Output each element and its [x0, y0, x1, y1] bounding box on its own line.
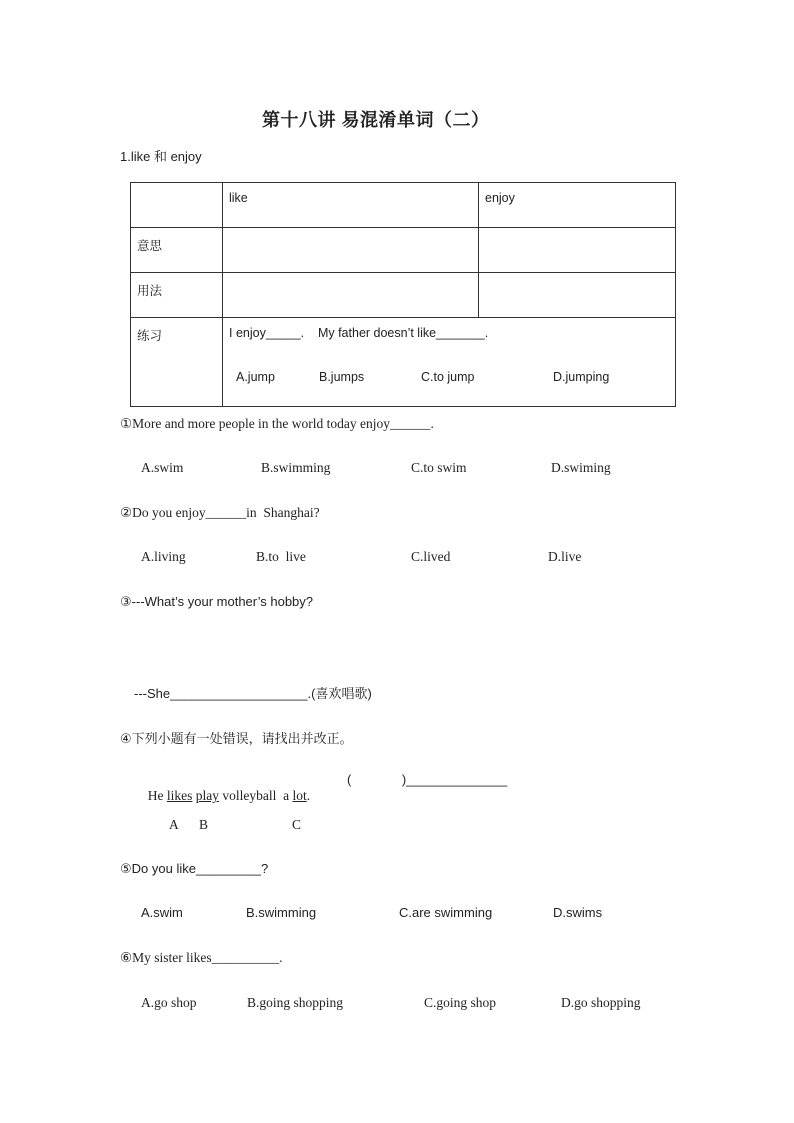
- page-title: 第十八讲 易混淆单词（二）: [262, 110, 490, 130]
- practice-cell: [223, 318, 676, 407]
- q1-option-c[interactable]: C.to swim: [411, 460, 467, 475]
- q4-answer-bracket[interactable]: ( ): [347, 772, 407, 787]
- q1-option-b[interactable]: B.swimming: [261, 460, 331, 475]
- q6-option-c[interactable]: C.going shop: [424, 995, 497, 1010]
- practice-option-b[interactable]: B.jumps: [319, 370, 365, 384]
- q2-option-c[interactable]: C.lived: [411, 549, 451, 564]
- table-header-like: like: [223, 183, 479, 228]
- q5-option-b[interactable]: B.swimming: [246, 905, 317, 920]
- question-2-stem: ②Do you enjoy______in Shanghai?: [120, 505, 320, 520]
- q3-answer-prefix: ---She: [134, 686, 171, 701]
- q6-option-a[interactable]: A.go shop: [141, 995, 197, 1010]
- row-label-practice: 练习: [131, 318, 223, 407]
- question-3-stem: ③---What’s your mother’s hobby?: [120, 594, 314, 609]
- practice-option-c[interactable]: C.to jump: [421, 370, 475, 384]
- q5-option-c[interactable]: C.are swimming: [399, 905, 493, 920]
- q4-part-c[interactable]: lot: [292, 788, 307, 803]
- question-3-answer: [134, 683, 372, 702]
- q2-option-a[interactable]: A.living: [141, 549, 186, 564]
- cell-enjoy-meaning[interactable]: [479, 228, 676, 273]
- q2-option-d[interactable]: D.live: [548, 549, 582, 564]
- q3-answer-blank[interactable]: ___________________: [170, 686, 308, 701]
- q6-option-b[interactable]: B.going shopping: [247, 995, 344, 1010]
- q4-sentence-start: He: [147, 788, 167, 803]
- row-label-usage: 用法: [131, 273, 223, 318]
- question-1-stem: ①More and more people in the world today enjoy______.: [120, 416, 434, 431]
- cell-like-meaning[interactable]: [223, 228, 479, 273]
- q4-label-a: A: [169, 817, 179, 832]
- question-5-stem: ⑤Do you like_________?: [120, 861, 269, 876]
- q4-label-c: C: [292, 817, 302, 832]
- q4-sentence-mid: volleyball a: [219, 788, 293, 803]
- q4-label-b: B: [199, 817, 209, 832]
- section-heading: 1.like 和 enjoy: [120, 149, 202, 164]
- q6-option-d[interactable]: D.go shopping: [561, 995, 641, 1010]
- practice-option-d[interactable]: D.jumping: [553, 370, 610, 384]
- q1-option-a[interactable]: A.swim: [141, 460, 184, 475]
- q2-option-b[interactable]: B.to live: [256, 549, 306, 564]
- question-4-sentence: [141, 772, 310, 804]
- practice-question: I enjoy_____. My father doesn’t like_______.: [229, 326, 489, 340]
- cell-enjoy-usage[interactable]: [479, 273, 676, 318]
- q4-sentence-end: .: [306, 788, 311, 803]
- q4-part-b[interactable]: play: [195, 788, 219, 803]
- row-label-meaning: 意思: [131, 228, 223, 273]
- table-header-enjoy: enjoy: [479, 183, 676, 228]
- practice-options: [236, 370, 616, 386]
- question-6-stem: ⑥My sister likes__________.: [120, 950, 283, 965]
- question-4-stem: ④下列小题有一处错误，请找出并改正。: [120, 731, 353, 746]
- practice-option-a[interactable]: A.jump: [236, 370, 275, 384]
- q3-answer-hint: .(喜欢唱歌): [307, 686, 372, 701]
- comparison-table: [130, 182, 676, 407]
- q4-part-a[interactable]: likes: [166, 788, 193, 803]
- q4-answer-line[interactable]: ______________: [406, 772, 508, 787]
- q1-option-d[interactable]: D.swiming: [551, 460, 611, 475]
- table-corner-cell: [131, 183, 223, 228]
- q5-option-d[interactable]: D.swims: [553, 905, 603, 920]
- cell-like-usage[interactable]: [223, 273, 479, 318]
- q5-option-a[interactable]: A.swim: [141, 905, 183, 920]
